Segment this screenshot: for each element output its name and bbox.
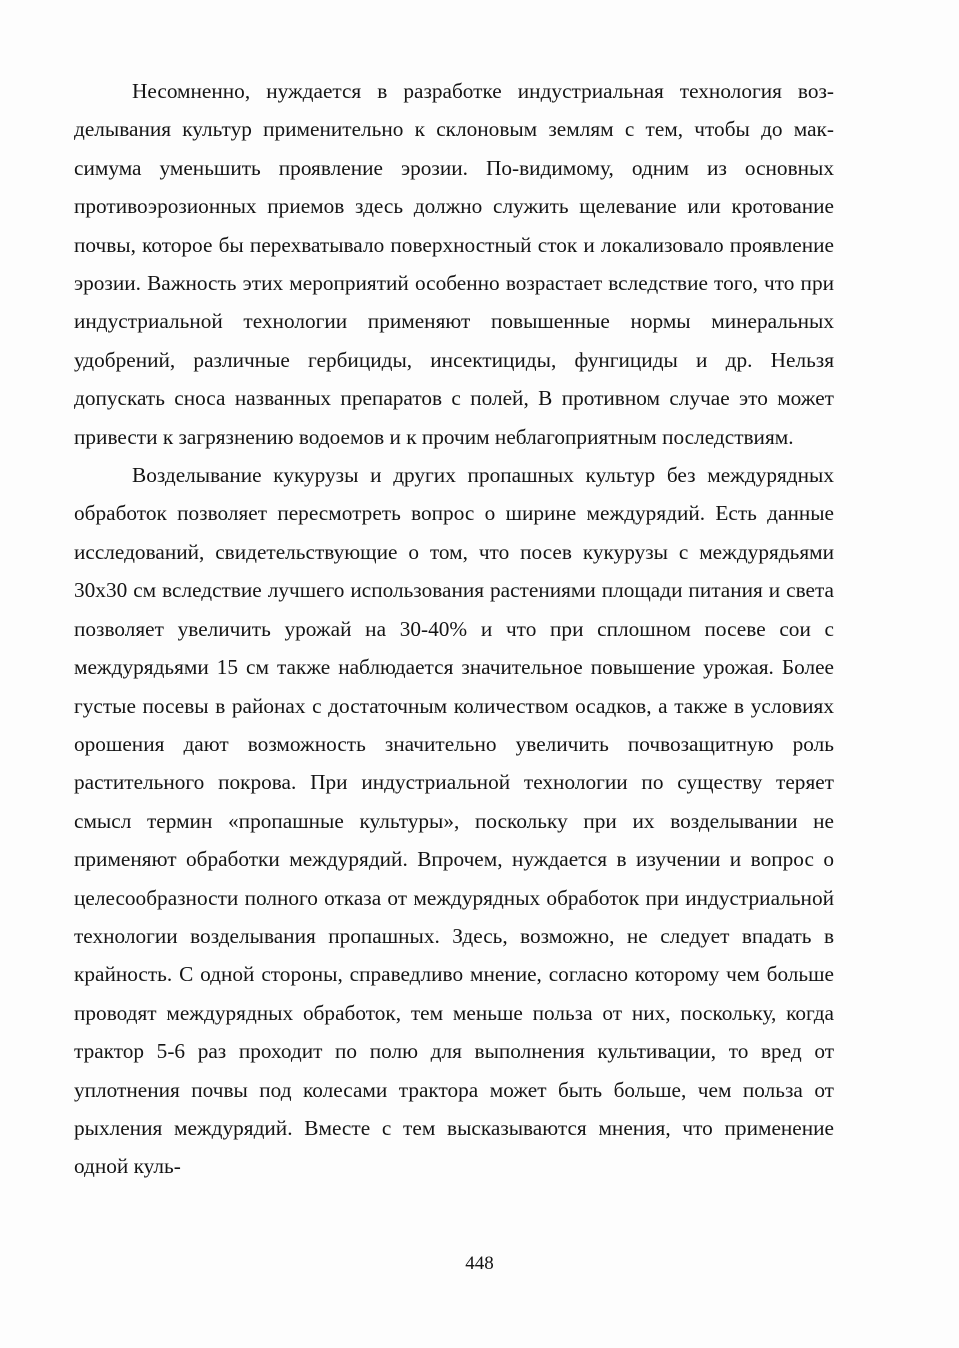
paragraph-1: Несомненно, нуждается в разработке индустриальная технология возделывания культур применительно к склоновым землям с тем, чтобы до максимума уменьшить проявление эрозии. По-видимому, одним из основных противоэрозионных приемов здесь должно служить щелевание или кротование почвы, которое бы перехватывало поверхностный сток и локализовало проявление эрозии. Важность этих мероприятий особенно возрастает вследствие того, что при индустриальной технологии применяют повышенные нормы минеральных удобрений, различные гербициды, инсектициды, фунгициды и др. Нельзя допускать сноса названных препаратов с полей, В противном случае это может привести к загрязнению водоемов и к прочим неблагоприятным последствиям. [74, 79, 834, 449]
body-text [74, 72, 834, 1186]
paragraph-2: Возделывание кукурузы и других пропашных культур без междурядных обработок позволяет пересмотреть вопрос о ширине междурядий. Есть данные исследований, свидетельствующие о том, что посев кукурузы с междурядьями 30х30 см вследствие лучшего использования растениями площади питания и света позволяет увеличить урожай на 30-40% и что при сплошном посеве сои с междурядьями 15 см также наблюдается значительное повышение урожая. Более густые посевы в районах с достаточным количеством осадков, а также в условиях орошения дают возможность значительно увеличить почвозащитную роль растительного покрова. При индустриальной технологии по существу теряет смысл термин «пропашные культуры», поскольку при их возделывании не применяют обработки междурядий. Впрочем, нуждается в изучении и вопрос о целесообразности полного отказа от междурядных обработок при индустриальной технологии возделывания пропашных. Здесь, возможно, не следует впадать в крайность. С одной стороны, справедливо мнение, согласно которому чем больше проводят междурядных обработок, тем меньше польза от них, поскольку, когда трактор 5-6 раз проходит по полю для выполнения культивации, то вред от уплотнения почвы под колесами трактора может быть больше, чем польза от рыхления междурядий. Вместе с тем высказываются мнения, что применение одной куль- [74, 463, 834, 1179]
page-number: 448 [465, 1253, 494, 1274]
